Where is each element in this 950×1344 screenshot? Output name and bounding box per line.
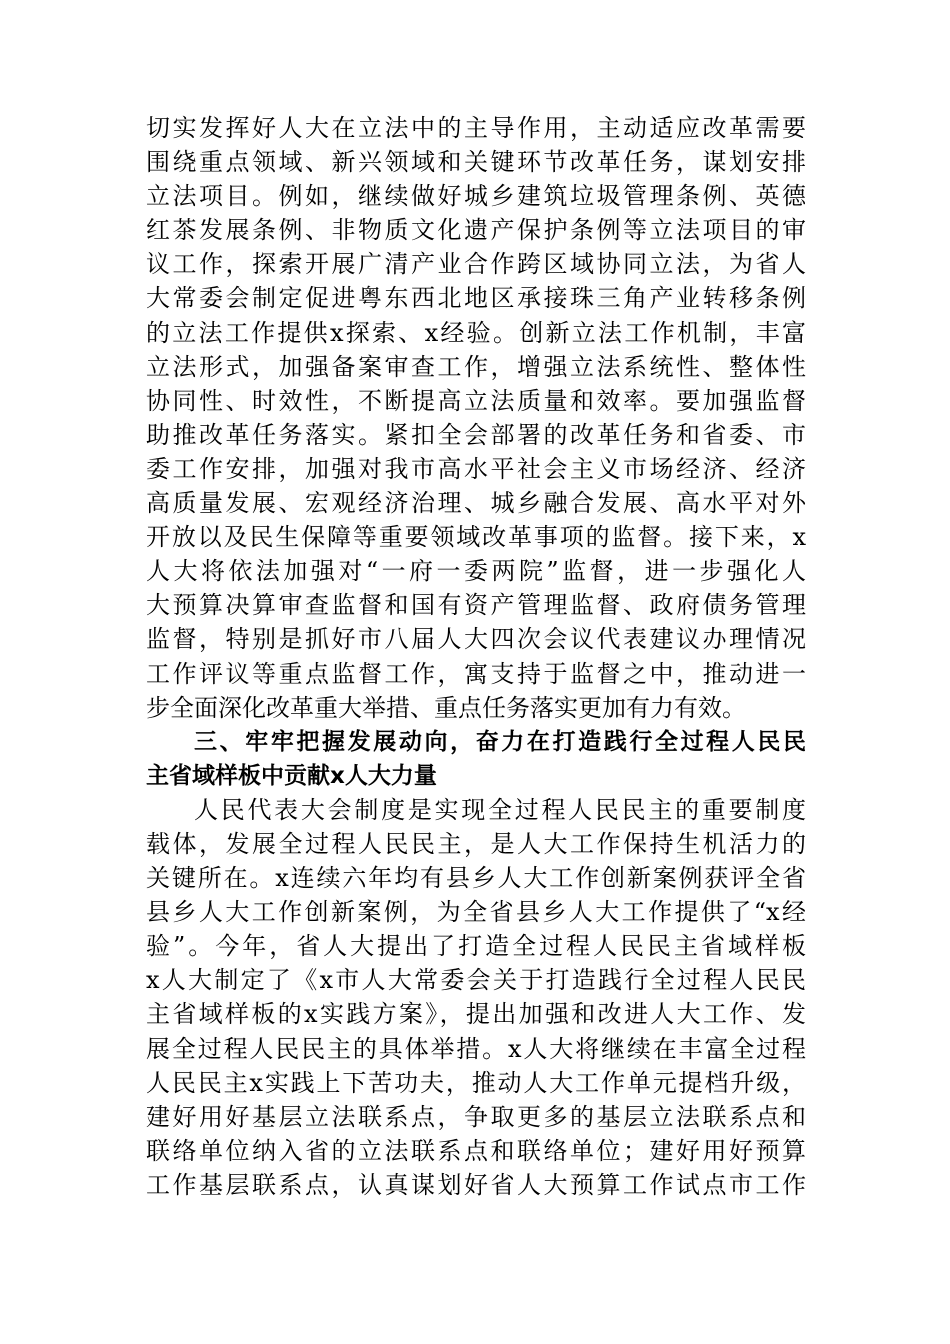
text-line: 大常委会制定促进粤东西北地区承接珠三角产业转移条例 bbox=[146, 284, 806, 313]
text-line: 立法项目。例如，继续做好城乡建筑垃圾管理条例、英德 bbox=[146, 182, 806, 211]
text-line: 切实发挥好人大在立法中的主导作用，主动适应改革需要 bbox=[146, 114, 806, 142]
text-line: 围绕重点领域、新兴领域和关键环节改革任务，谋划安排 bbox=[146, 148, 806, 177]
heading-line: 主省域样板中贡献x人大力量 bbox=[146, 762, 437, 789]
text-line: 开放以及民生保障等重要领域改革事项的监督。接下来，x bbox=[146, 523, 806, 552]
text-line: 红茶发展条例、非物质文化遗产保护条例等立法项目的审 bbox=[146, 216, 806, 245]
document-page bbox=[146, 111, 806, 1202]
text-line: 联络单位纳入省的立法联系点和联络单位；建好用好预算 bbox=[146, 1136, 806, 1165]
text-line: 协同性、时效性，不断提高立法质量和效率。要加强监督 bbox=[146, 386, 806, 415]
text-line: 助推改革任务落实。紧扣全会部署的改革任务和省委、市 bbox=[146, 420, 806, 449]
text-line: 展全过程人民民主的具体举措。x人大将继续在丰富全过程 bbox=[146, 1034, 806, 1063]
text-line: 人大将依法加强对“一府一委两院”监督，进一步强化人 bbox=[146, 557, 806, 586]
heading-line: 三、牢牢把握发展动向，奋力在打造践行全过程人民民 bbox=[194, 728, 806, 755]
text-line: 工作评议等重点监督工作，寓支持于监督之中，推动进一 bbox=[146, 659, 806, 688]
text-line: 关键所在。x连续六年均有县乡人大工作创新案例获评全省 bbox=[146, 864, 806, 893]
text-line: 人民民主x实践上下苦功夫，推动人大工作单元提档升级， bbox=[146, 1068, 806, 1097]
text-line: 人民代表大会制度是实现全过程人民民主的重要制度 bbox=[194, 795, 806, 824]
text-line: x人大制定了《x市人大常委会关于打造践行全过程人民民 bbox=[146, 966, 806, 995]
text-line: 立法形式，加强备案审查工作，增强立法系统性、整体性 bbox=[146, 352, 806, 381]
text-line: 监督，特别是抓好市八届人大四次会议代表建议办理情况 bbox=[146, 625, 806, 654]
text-line: 步全面深化改革重大举措、重点任务落实更加有力有效。 bbox=[146, 693, 746, 722]
text-line: 高质量发展、宏观经济治理、城乡融合发展、高水平对外 bbox=[146, 489, 806, 518]
text-line: 委工作安排，加强对我市高水平社会主义市场经济、经济 bbox=[146, 454, 806, 483]
text-line: 县乡人大工作创新案例，为全省县乡人大工作提供了“x经 bbox=[146, 898, 806, 927]
text-line: 载体，发展全过程人民民主，是人大工作保持生机活力的 bbox=[146, 829, 806, 858]
body-paragraph-whole-process-democracy bbox=[146, 793, 806, 1202]
section-heading-three bbox=[146, 725, 806, 793]
text-line: 主省域样板的x实践方案》，提出加强和改进人大工作、发 bbox=[146, 1000, 806, 1029]
text-line: 大预算决算审查监督和国有资产管理监督、政府债务管理 bbox=[146, 591, 806, 620]
text-line: 议工作，探索开展广清产业合作跨区域协同立法，为省人 bbox=[146, 250, 806, 279]
text-line: 验”。今年，省人大提出了打造全过程人民民主省域样板 bbox=[146, 932, 806, 961]
text-line: 建好用好基层立法联系点，争取更多的基层立法联系点和 bbox=[146, 1102, 806, 1131]
text-line: 的立法工作提供x探索、x经验。创新立法工作机制，丰富 bbox=[146, 318, 806, 347]
body-paragraph-legislation-supervision bbox=[146, 111, 806, 725]
text-line: 工作基层联系点，认真谋划好省人大预算工作试点市工作 bbox=[146, 1170, 806, 1199]
